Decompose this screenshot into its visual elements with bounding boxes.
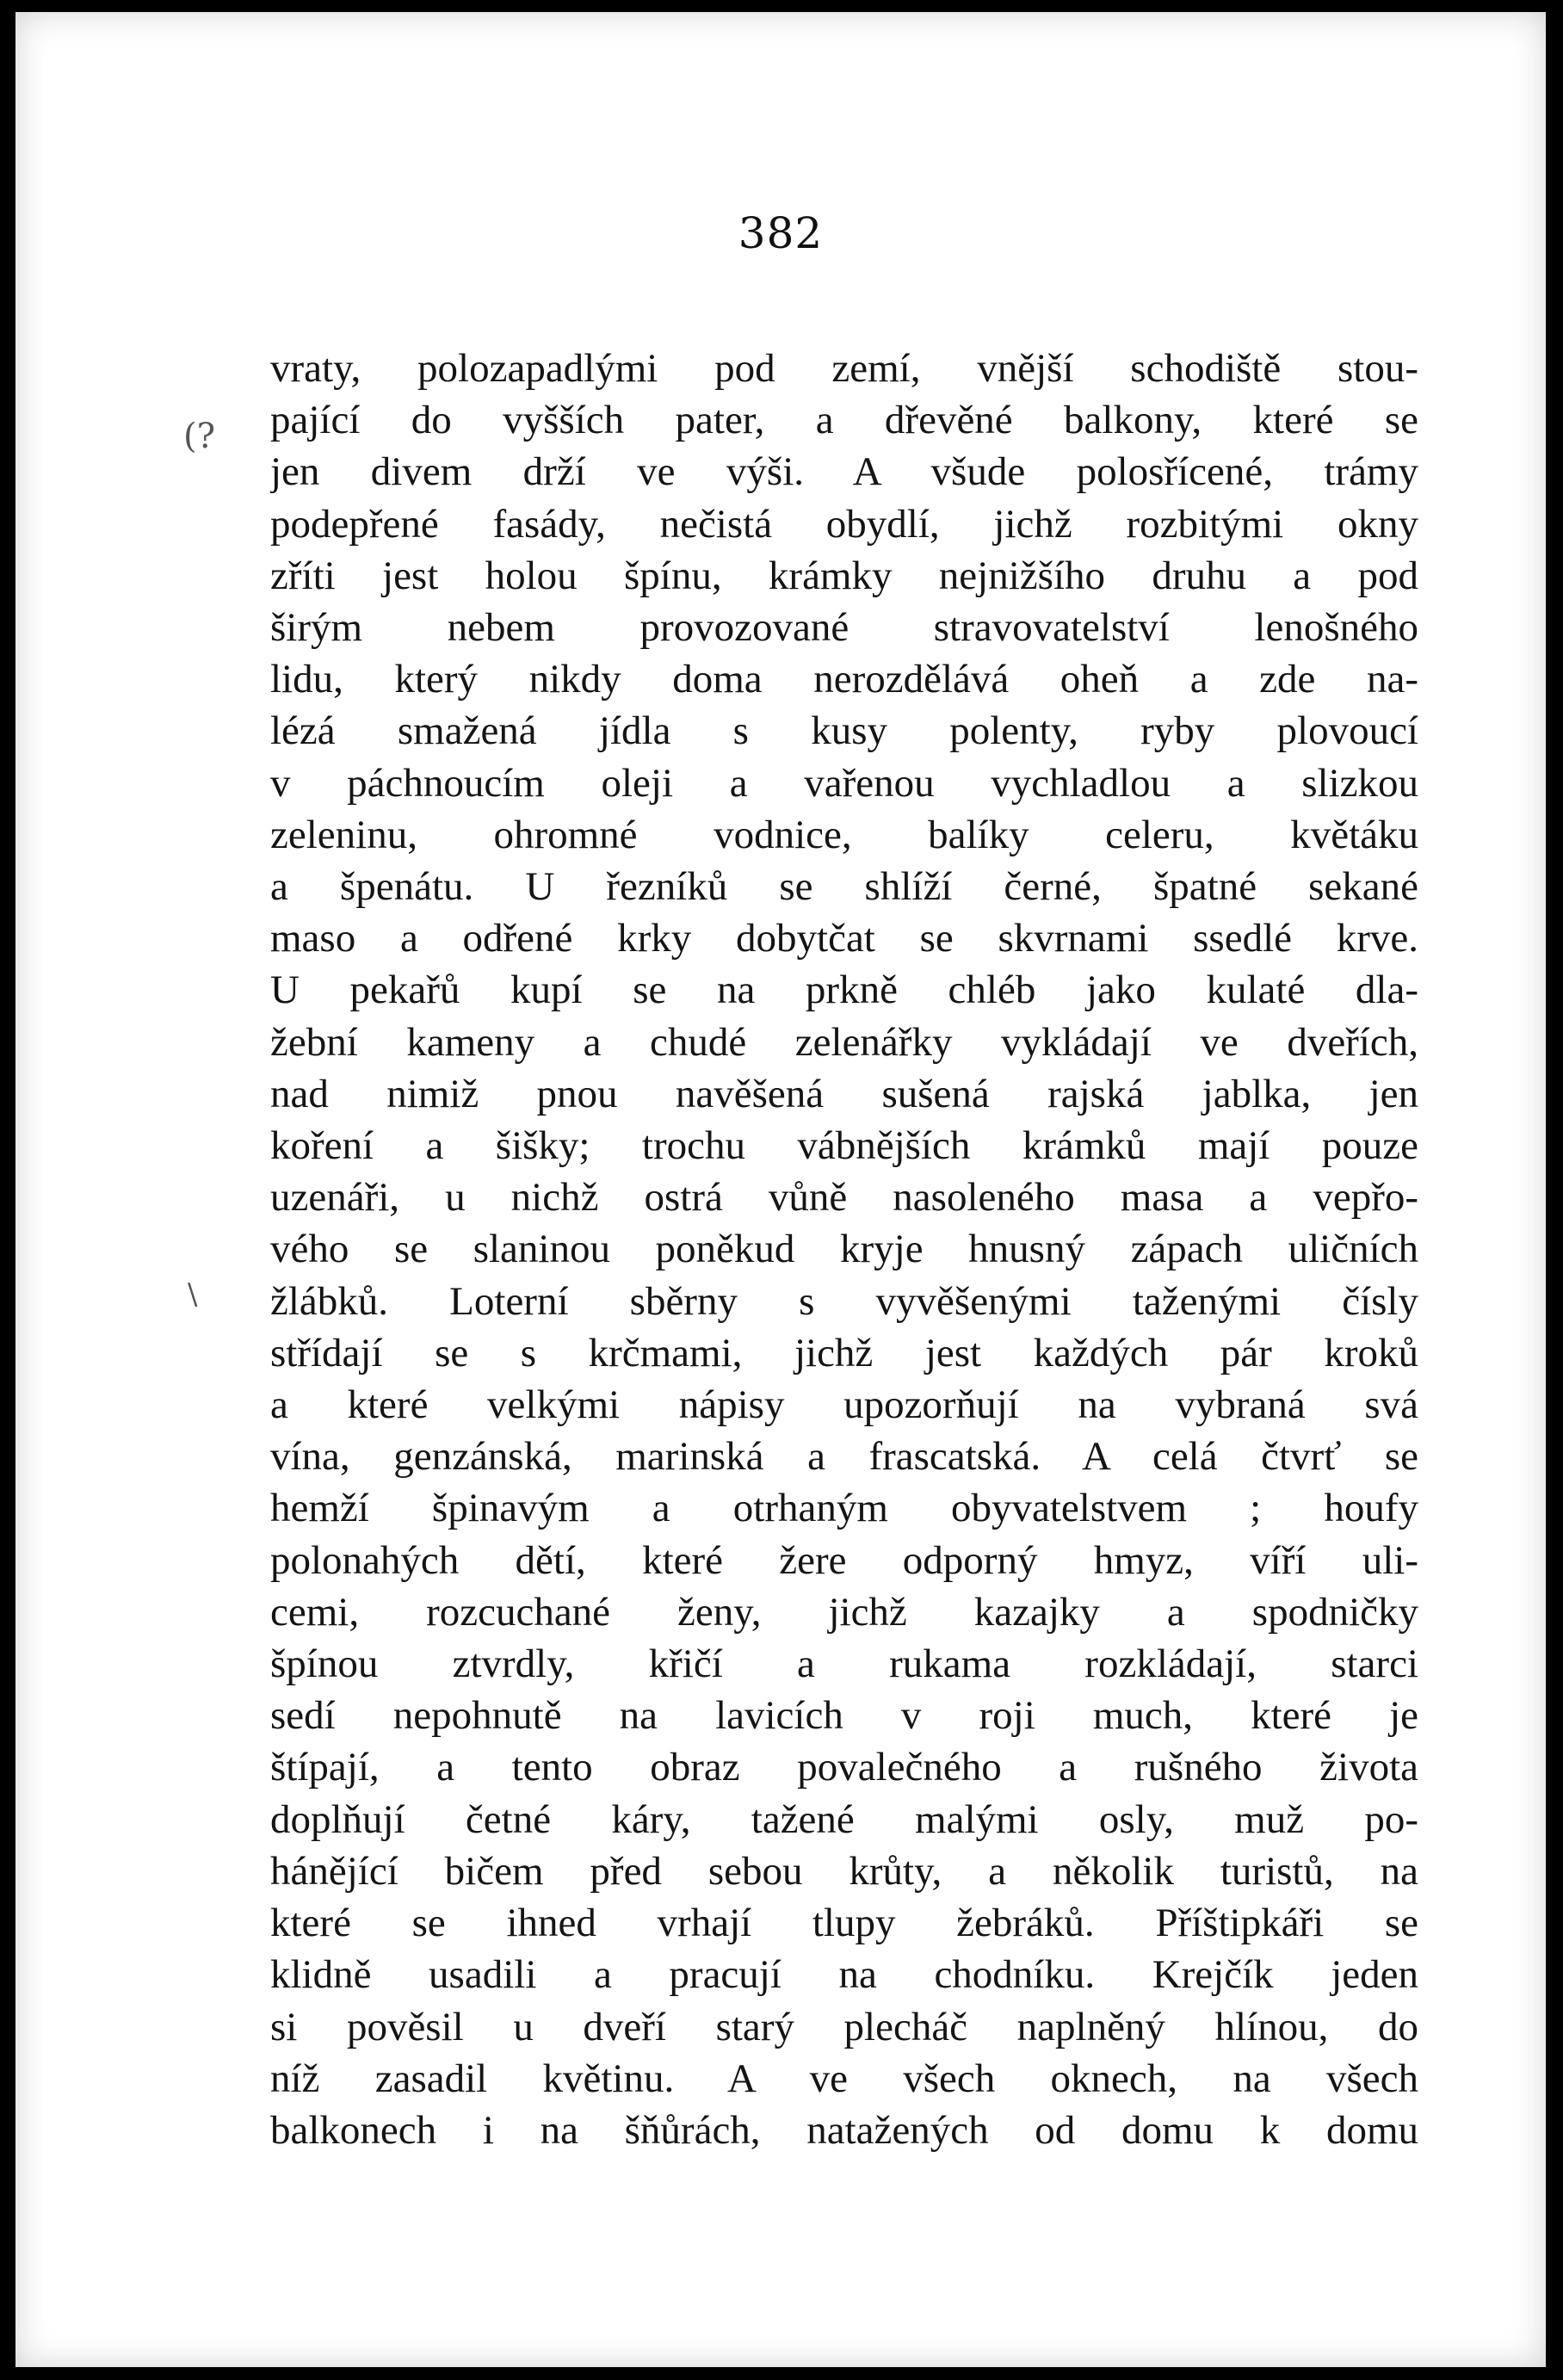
text-line: uzenáři, u nichž ostrá vůně nasoleného masa a vepřo-	[270, 1175, 1418, 1221]
margin-pencil-mark: (?	[183, 417, 216, 456]
text-line: vého se slaninou poněkud kryje hnusný zápach uličních	[270, 1227, 1418, 1272]
book-page	[15, 12, 1546, 2367]
text-line: pající do vyšších pater, a dřevěné balkony, které se	[270, 398, 1418, 443]
page-number: 382	[738, 208, 824, 258]
margin-pencil-mark: \	[188, 1277, 198, 1312]
text-line: si pověsil u dveří starý plecháč naplněný hlínou, do	[270, 2004, 1418, 2049]
text-line: v páchnoucím oleji a vařenou vychladlou a slizkou	[270, 760, 1418, 806]
text-line: a špenátu. U řezníků se shlíží černé, špatné sekané	[270, 864, 1418, 910]
text-line: a které velkými nápisy upozorňují na vybraná svá	[270, 1382, 1418, 1428]
text-line: hemží špinavým a otrhaným obyvatelstvem ; houfy	[270, 1486, 1418, 1531]
text-line: lézá smažená jídla s kusy polenty, ryby plovoucí	[270, 708, 1418, 754]
text-line: špínou ztvrdly, křičí a rukama rozkládají, starci	[270, 1641, 1418, 1687]
text-line: štípají, a tento obraz povalečného a rušného života	[270, 1745, 1418, 1790]
text-line: vraty, polozapadlými pod zemí, vnější schodiště stou-	[270, 346, 1418, 391]
text-line: jen divem drží ve výši. A všude polosřícené, trámy	[270, 449, 1418, 495]
body-text	[270, 343, 1418, 2156]
text-line: maso a odřené krky dobytčat se skvrnami ssedlé krve.	[270, 916, 1418, 961]
text-line: širým nebem provozované stravovatelství lenošného	[270, 605, 1418, 651]
text-line: lidu, který nikdy doma nerozdělává oheň a zde na-	[270, 657, 1418, 702]
text-line: které se ihned vrhají tlupy žebráků. Příštipkáři se	[270, 1901, 1418, 1946]
text-line: podepřené fasády, nečistá obydlí, jichž rozbitými okny	[270, 501, 1418, 547]
text-line: žební kameny a chudé zelenářky vykládají ve dveřích,	[270, 1019, 1418, 1065]
text-line: níž zasadil květinu. A ve všech oknech, na všech	[270, 2055, 1418, 2101]
text-line: klidně usadili a pracují na chodníku. Krejčík jeden	[270, 1952, 1418, 1998]
text-line: vína, genzánská, marinská a frascatská. A celá čtvrť se	[270, 1434, 1418, 1480]
text-line: zeleninu, ohromné vodnice, balíky celeru, květáku	[270, 812, 1418, 857]
text-line: balkonech i na šňůrách, natažených od domu k domu	[270, 2107, 1418, 2153]
text-line: cemi, rozcuchané ženy, jichž kazajky a spodničky	[270, 1589, 1418, 1635]
text-line: zříti jest holou špínu, krámky nejnižšího druhu a pod	[270, 553, 1418, 598]
text-line: koření a šišky; trochu vábnějších krámků mají pouze	[270, 1123, 1418, 1169]
text-line: nad nimiž pnou navěšená sušená rajská jablka, jen	[270, 1071, 1418, 1116]
text-line: U pekařů kupí se na prkně chléb jako kulaté dla-	[270, 967, 1418, 1013]
text-line: sedí nepohnutě na lavicích v roji much, které je	[270, 1693, 1418, 1739]
text-line: žlábků. Loterní sběrny s vyvěšenými taženými čísly	[270, 1278, 1418, 1324]
text-line: střídají se s krčmami, jichž jest každých pár kroků	[270, 1330, 1418, 1375]
text-line: polonahých dětí, které žere odporný hmyz, víří uli-	[270, 1537, 1418, 1583]
text-line: hánějící bičem před sebou krůty, a několik turistů, na	[270, 1848, 1418, 1894]
text-line: doplňují četné káry, tažené malými osly, muž po-	[270, 1796, 1418, 1842]
